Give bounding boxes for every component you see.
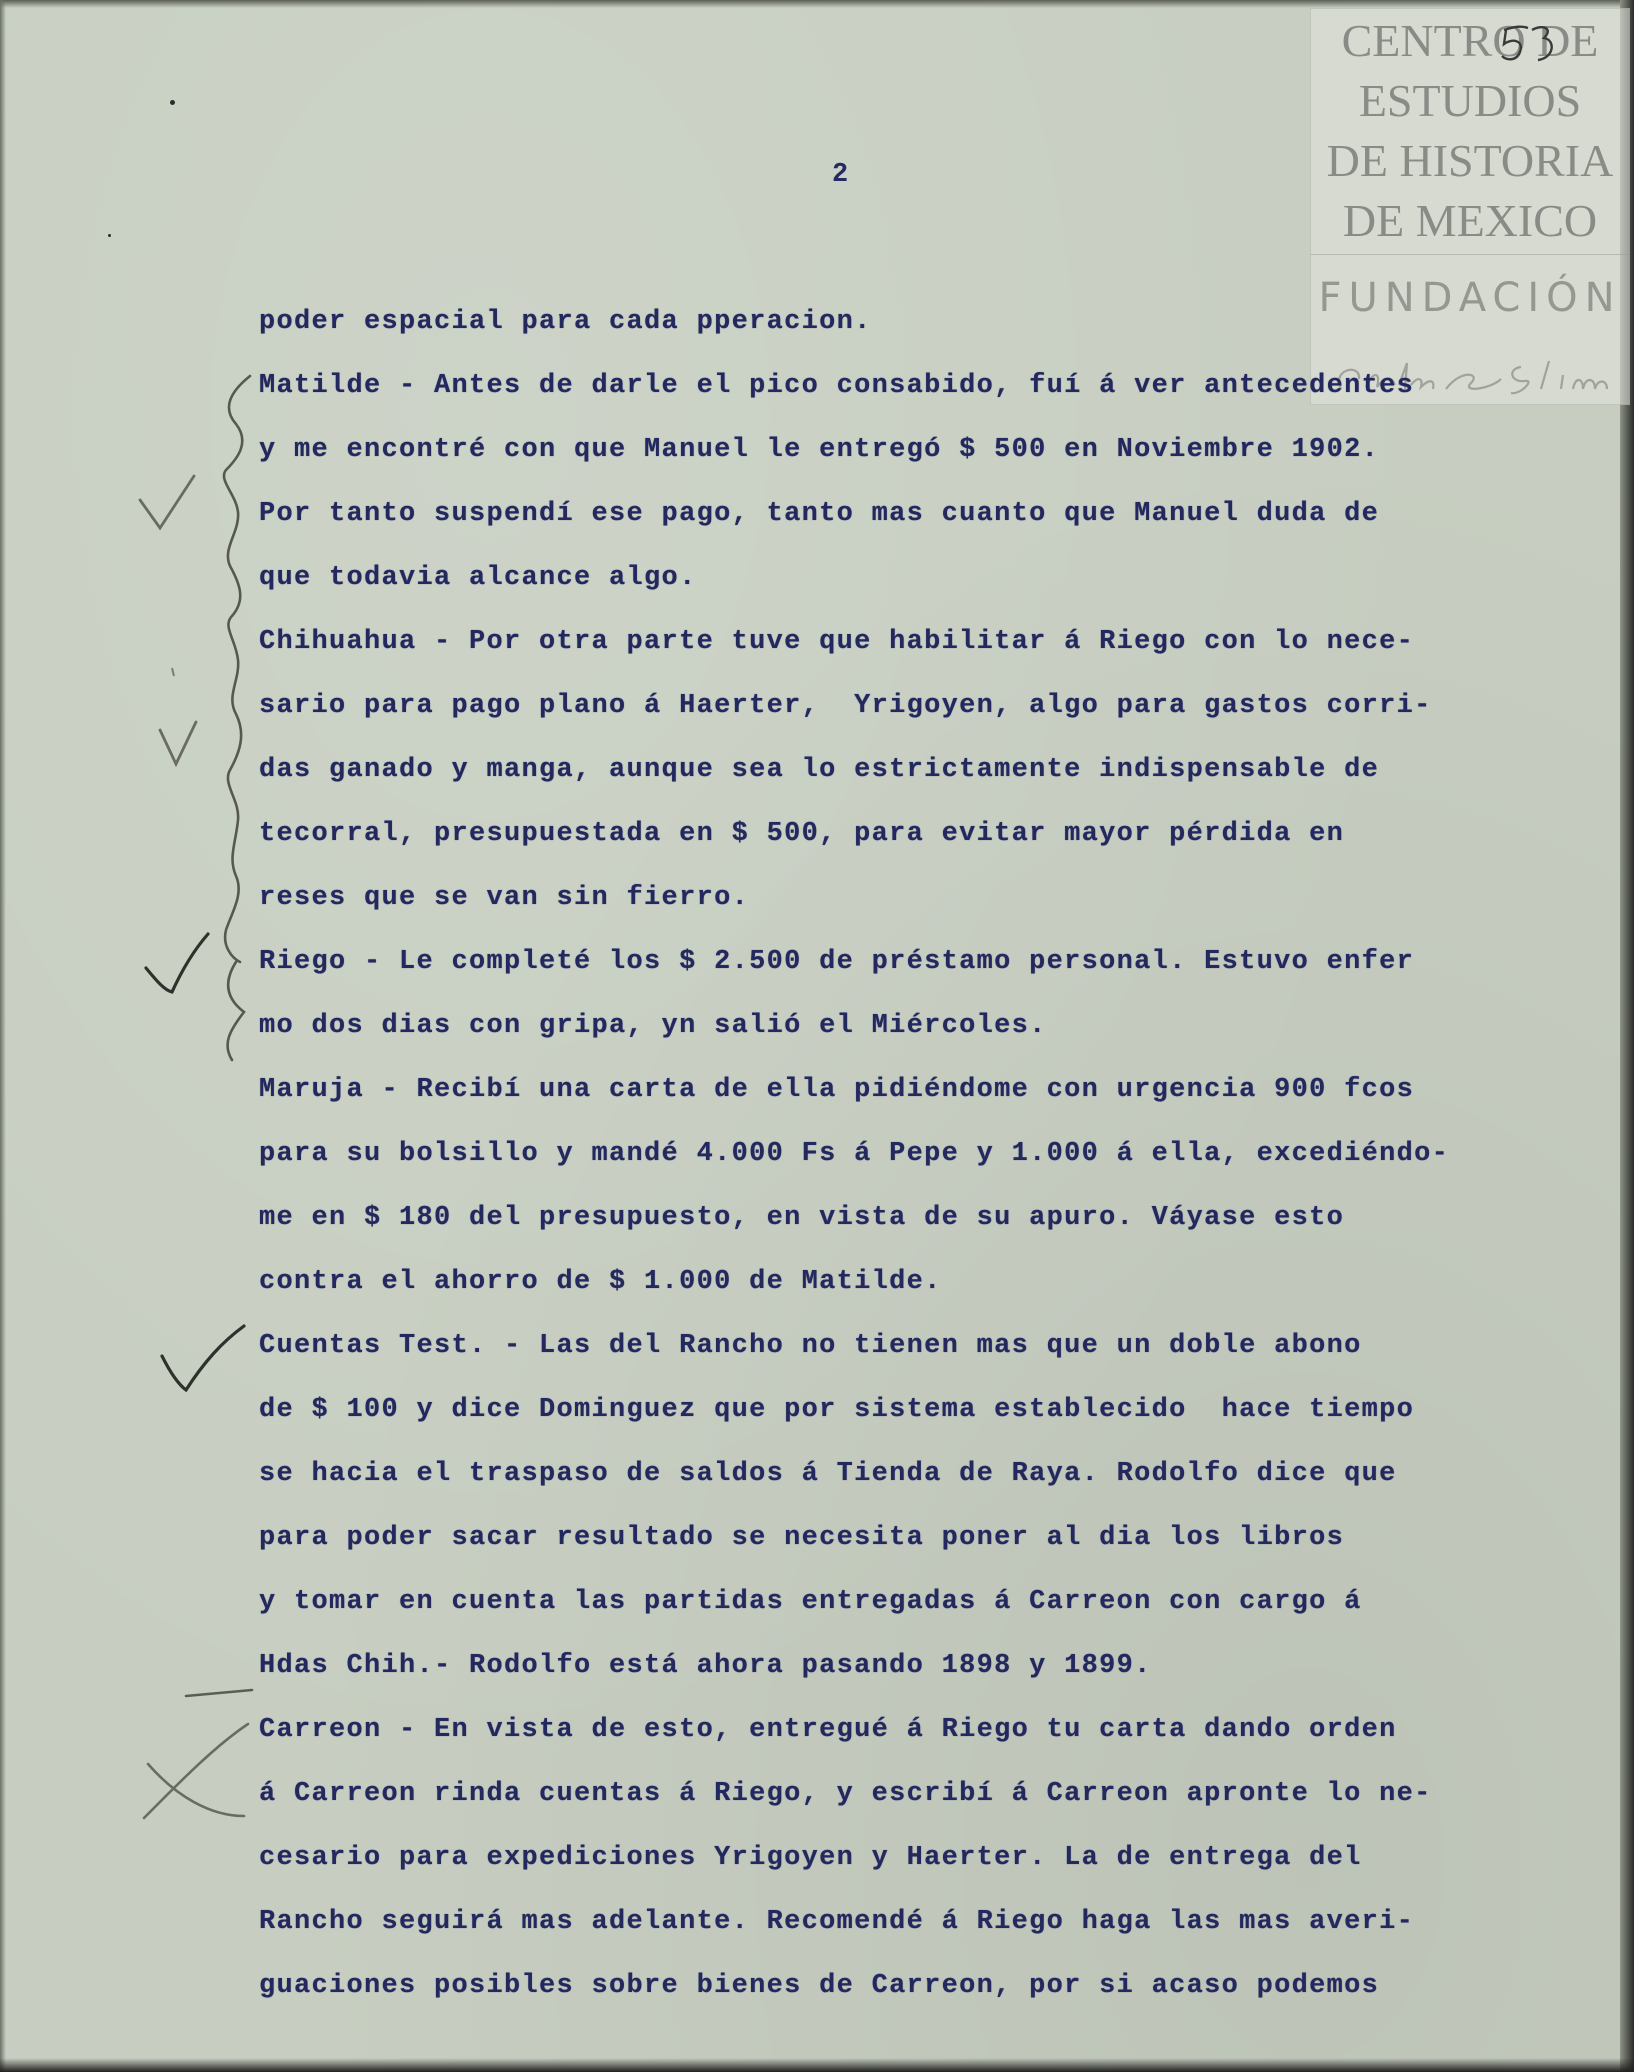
text-line: poder espacial para cada pperacion. (259, 307, 872, 337)
page-edge-top (0, 0, 1634, 8)
text-line: Maruja - Recibí una carta de ella pidiéndome con urgencia 900 fcos (259, 1075, 1415, 1105)
cross-mark-icon (144, 1724, 248, 1818)
text-line: mo dos dias con gripa, yn salió el Miércoles. (259, 1011, 1047, 1041)
stamp-institution-block (1311, 9, 1629, 255)
text-line: tecorral, presupuestada en $ 500, para evitar mayor pérdida en (259, 819, 1345, 849)
typed-letter-body (259, 290, 1559, 2018)
stamp-line: CENTRO DE (1341, 15, 1599, 66)
text-line: das ganado y manga, aunque sea lo estrictamente indispensable de (259, 755, 1380, 785)
page-number: 2 (832, 160, 849, 190)
text-line: de $ 100 y dice Dominguez que por sistema establecido hace tiempo (259, 1395, 1415, 1425)
text-line: Chihuahua - Por otra parte tuve que habilitar á Riego con lo nece- (259, 627, 1415, 657)
text-line: Por tanto suspendí ese pago, tanto mas cuanto que Manuel duda de (259, 499, 1380, 529)
text-line: y tomar en cuenta las partidas entregadas á Carreon con cargo á (259, 1587, 1362, 1617)
text-line: Rancho seguirá mas adelante. Recomendé á Riego haga las mas averi- (259, 1907, 1415, 1937)
stamp-line: DE MEXICO (1342, 195, 1598, 246)
stamp-line: DE HISTORIA (1326, 135, 1614, 186)
text-line: para poder sacar resultado se necesita poner al dia los libros (259, 1523, 1345, 1553)
text-line: Riego - Le completé los $ 2.500 de préstamo personal. Estuvo enfer (259, 947, 1415, 977)
specks (170, 100, 175, 105)
page-edge-bottom (0, 2058, 1634, 2072)
text-line: para su bolsillo y mandé 4.000 Fs á Pepe y 1.000 á ella, excediéndo- (259, 1139, 1450, 1169)
pencil-brace-icon (224, 376, 250, 1060)
specks (108, 234, 111, 237)
text-line: Carreon - En vista de esto, entregué á Riego tu carta dando orden (259, 1715, 1397, 1745)
folio-number (1498, 20, 1558, 70)
text-line: Cuentas Test. - Las del Rancho no tienen mas que un doble abono (259, 1331, 1362, 1361)
text-line: guaciones posibles sobre bienes de Carreon, por si acaso podemos (259, 1971, 1380, 2001)
text-line: contra el ahorro de $ 1.000 de Matilde. (259, 1267, 942, 1297)
page-edge-left (0, 0, 6, 2072)
text-line: á Carreon rinda cuentas á Riego, y escribí á Carreon apronte lo ne- (259, 1779, 1432, 1809)
text-line: reses que se van sin fierro. (259, 883, 750, 913)
check-mark-icon (162, 1326, 244, 1390)
check-mark-icon (146, 934, 208, 992)
check-mark-icon (140, 476, 194, 528)
dash-mark-icon (186, 1690, 252, 1696)
pencil-tick-icon (172, 668, 174, 676)
check-mark-icon (160, 722, 196, 764)
text-line: se hacia el traspaso de saldos á Tienda de Raya. Rodolfo dice que (259, 1459, 1397, 1489)
text-line: y me encontré con que Manuel le entregó $ 500 en Noviembre 1902. (259, 435, 1380, 465)
text-line: sario para pago plano á Haerter, Yrigoyen, algo para gastos corri- (259, 691, 1432, 721)
text-line: Matilde - Antes de darle el pico consabido, fuí á ver antecedentes (259, 371, 1415, 401)
text-line: me en $ 180 del presupuesto, en vista de su apuro. Váyase esto (259, 1203, 1345, 1233)
stamp-line: ESTUDIOS (1358, 75, 1582, 126)
text-line: cesario para expediciones Yrigoyen y Haerter. La de entrega del (259, 1843, 1362, 1873)
stamp-foundation: FUNDACIÓN (1318, 275, 1622, 321)
text-line: Hdas Chih.- Rodolfo está ahora pasando 1898 y 1899. (259, 1651, 1152, 1681)
text-line: que todavia alcance algo. (259, 563, 697, 593)
